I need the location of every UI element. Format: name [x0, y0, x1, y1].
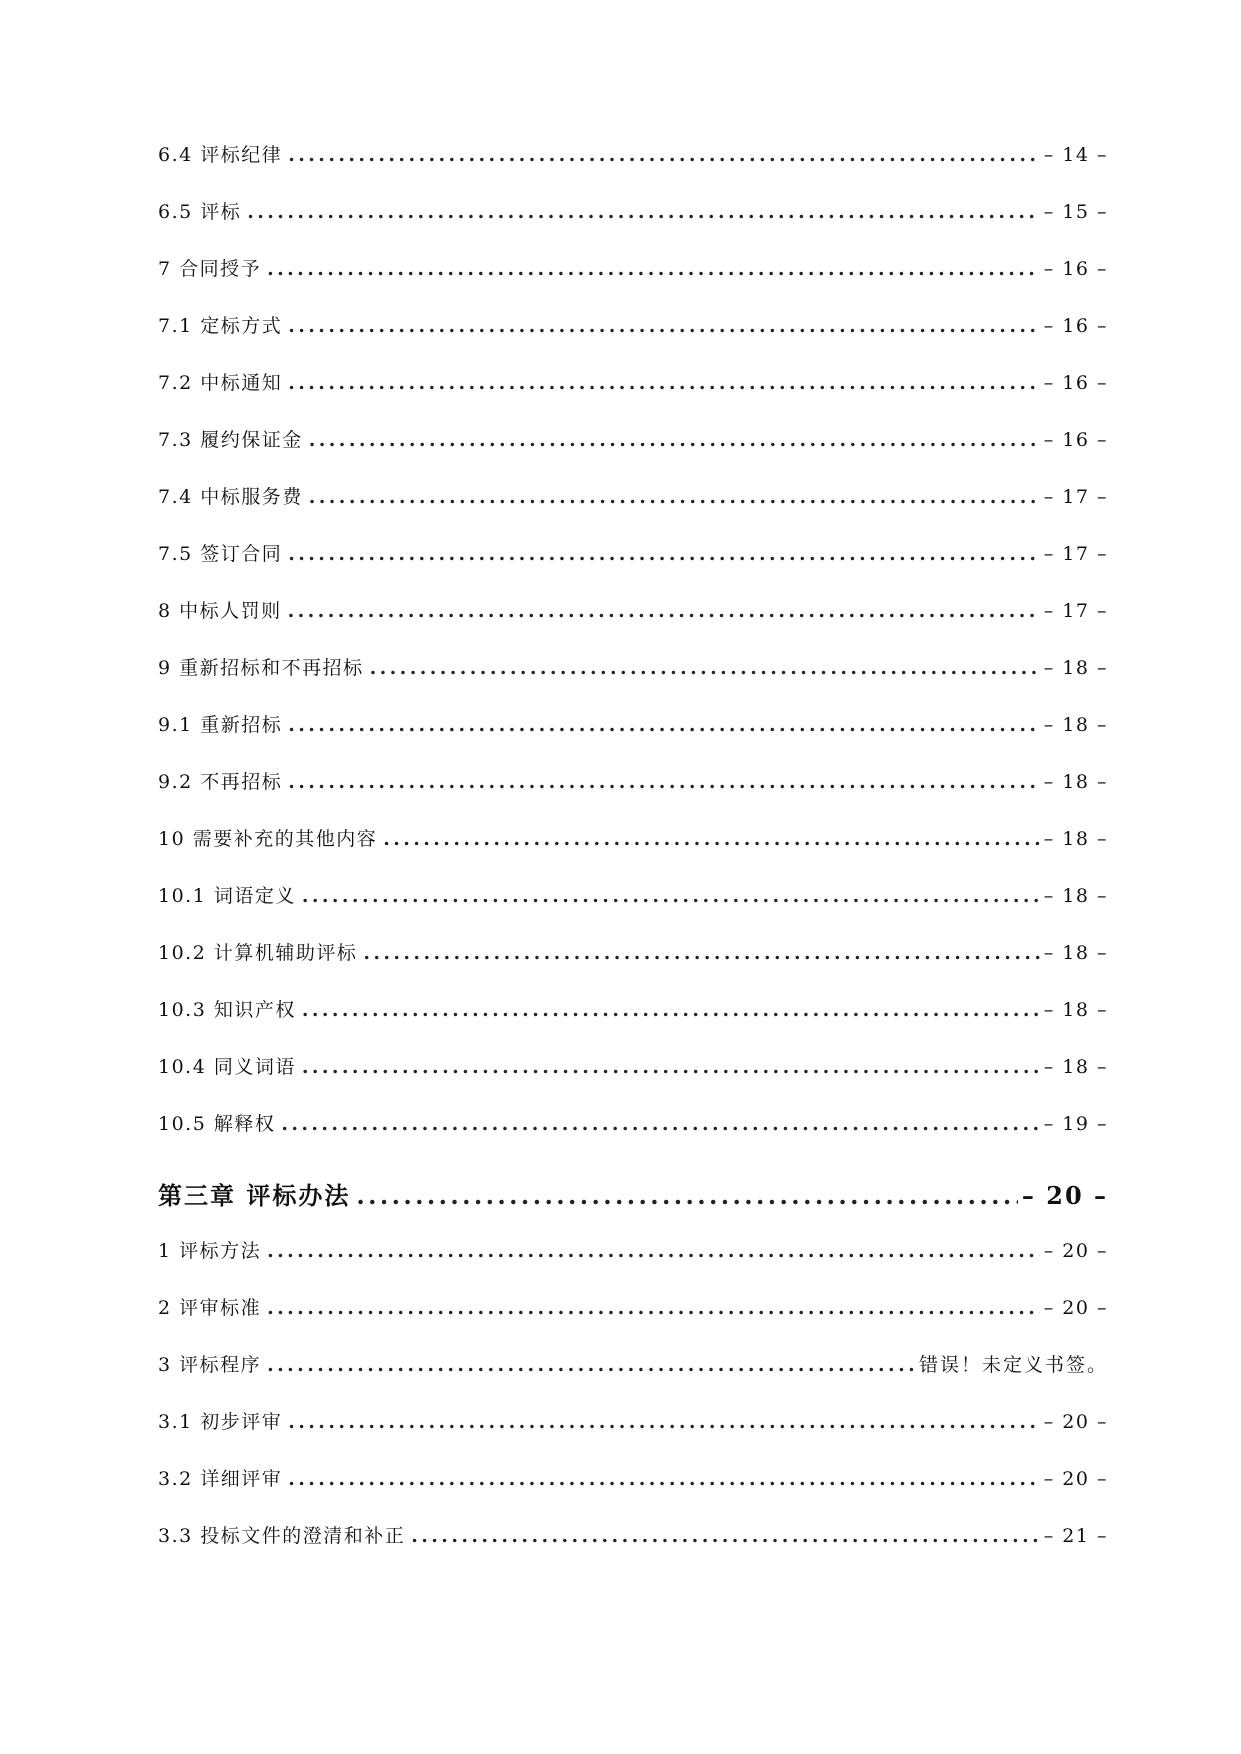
toc-entry-10[interactable]: [158, 824, 1108, 881]
toc-page-number: – 17 –: [1043, 486, 1108, 508]
toc-dot-leader: [302, 885, 1040, 907]
toc-entry-title: 7.3 履约保证金: [158, 429, 303, 451]
toc-page-number: – 16 –: [1043, 372, 1108, 394]
toc-dot-leader: [411, 1525, 1039, 1547]
toc-entry-title: 9.1 重新招标: [158, 714, 283, 736]
table-of-contents: [158, 140, 1108, 1578]
toc-entry-9-2[interactable]: [158, 767, 1108, 824]
toc-page-number: – 18 –: [1043, 999, 1108, 1021]
toc-dot-leader: [288, 714, 1039, 736]
toc-dot-leader: [288, 372, 1039, 394]
toc-page-number: – 19 –: [1043, 1113, 1108, 1135]
toc-page-number: – 18 –: [1043, 828, 1108, 850]
toc-bookmark-error: 错误！未定义书签。: [918, 1354, 1108, 1376]
toc-dot-leader: [247, 201, 1039, 223]
toc-entry-title: 3.3 投标文件的澄清和补正: [158, 1525, 406, 1547]
toc-dot-leader: [267, 258, 1040, 280]
toc-entry-title: 7 合同授予: [158, 258, 262, 280]
toc-entry-7-5[interactable]: [158, 539, 1108, 596]
toc-entry-3-2[interactable]: [158, 1464, 1108, 1521]
toc-entry-7-3[interactable]: [158, 425, 1108, 482]
toc-entry-title: 7.5 签订合同: [158, 543, 283, 565]
toc-entry-title: 10.2 计算机辅助评标: [158, 942, 358, 964]
toc-dot-leader: [309, 486, 1040, 508]
toc-entry-title: 9.2 不再招标: [158, 771, 283, 793]
toc-entry-title: 8 中标人罚则: [158, 600, 282, 622]
toc-page-number: – 16 –: [1043, 429, 1108, 451]
toc-entry-7-2[interactable]: [158, 368, 1108, 425]
toc-entry-10-2[interactable]: [158, 938, 1108, 995]
toc-page-number: – 18 –: [1043, 942, 1108, 964]
toc-entry-title: 10.3 知识产权: [158, 999, 296, 1021]
toc-entry-title: 6.5 评标: [158, 201, 242, 223]
toc-chapter-title: 第三章 评标办法: [158, 1181, 351, 1210]
toc-chapter-3[interactable]: [158, 1176, 1108, 1236]
toc-dot-leader: [288, 600, 1040, 622]
toc-entry-title: 10.4 同义词语: [158, 1056, 296, 1078]
toc-page-number: – 16 –: [1043, 315, 1108, 337]
toc-entry-3-3[interactable]: [158, 1521, 1108, 1578]
toc-entry-3-1[interactable]: [158, 1407, 1108, 1464]
toc-page-number: – 20 –: [1043, 1411, 1108, 1433]
toc-entry-7-1[interactable]: [158, 311, 1108, 368]
toc-page-number: – 20 –: [1043, 1297, 1108, 1319]
toc-entry-3[interactable]: [158, 1350, 1108, 1407]
toc-dot-leader: [267, 1297, 1040, 1319]
toc-dot-leader: [302, 1056, 1040, 1078]
toc-entry-title: 7.2 中标通知: [158, 372, 283, 394]
toc-page-number: – 18 –: [1043, 714, 1108, 736]
toc-entry-title: 6.4 评标纪律: [158, 144, 283, 166]
toc-entry-1[interactable]: [158, 1236, 1108, 1293]
toc-entry-title: 3.2 详细评审: [158, 1468, 283, 1490]
toc-dot-leader: [363, 942, 1039, 964]
toc-page-number: – 18 –: [1043, 771, 1108, 793]
toc-dot-leader: [267, 1240, 1040, 1262]
toc-entry-9[interactable]: [158, 653, 1108, 710]
toc-dot-leader: [281, 1113, 1039, 1135]
toc-dot-leader: [288, 1468, 1039, 1490]
toc-dot-leader: [267, 1354, 915, 1376]
toc-entry-6-4[interactable]: [158, 140, 1108, 197]
toc-page-number: – 18 –: [1043, 1056, 1108, 1078]
toc-page-number: – 15 –: [1043, 201, 1108, 223]
toc-page-number: – 18 –: [1043, 657, 1108, 679]
toc-entry-2[interactable]: [158, 1293, 1108, 1350]
toc-entry-7[interactable]: [158, 254, 1108, 311]
toc-entry-title: 7.4 中标服务费: [158, 486, 303, 508]
toc-entry-10-5[interactable]: [158, 1109, 1108, 1166]
toc-entry-10-4[interactable]: [158, 1052, 1108, 1109]
toc-dot-leader: [383, 828, 1040, 850]
toc-entry-title: 10 需要补充的其他内容: [158, 828, 378, 850]
toc-entry-9-1[interactable]: [158, 710, 1108, 767]
toc-entry-title: 9 重新招标和不再招标: [158, 657, 364, 679]
toc-entry-title: 10.1 词语定义: [158, 885, 296, 907]
toc-page-number: – 16 –: [1043, 258, 1108, 280]
toc-dot-leader: [288, 315, 1039, 337]
toc-entry-title: 3 评标程序: [158, 1354, 262, 1376]
toc-entry-7-4[interactable]: [158, 482, 1108, 539]
toc-entry-title: 10.5 解释权: [158, 1113, 276, 1135]
toc-dot-leader: [288, 144, 1039, 166]
toc-page-number: – 20 –: [1043, 1240, 1108, 1262]
toc-entry-6-5[interactable]: [158, 197, 1108, 254]
toc-dot-leader: [302, 999, 1040, 1021]
toc-page-number: – 17 –: [1043, 600, 1108, 622]
toc-entry-10-3[interactable]: [158, 995, 1108, 1052]
toc-entry-title: 1 评标方法: [158, 1240, 262, 1262]
toc-entry-10-1[interactable]: [158, 881, 1108, 938]
toc-dot-leader: [288, 543, 1039, 565]
toc-entry-8[interactable]: [158, 596, 1108, 653]
toc-dot-leader: [309, 429, 1040, 451]
toc-page-number: – 20 –: [1021, 1181, 1108, 1210]
toc-page-number: – 20 –: [1043, 1468, 1108, 1490]
toc-page-number: – 18 –: [1043, 885, 1108, 907]
toc-entry-title: 2 评审标准: [158, 1297, 262, 1319]
toc-dot-leader: [288, 1411, 1039, 1433]
toc-page-number: – 14 –: [1043, 144, 1108, 166]
toc-entry-title: 7.1 定标方式: [158, 315, 283, 337]
toc-page-number: – 21 –: [1043, 1525, 1108, 1547]
toc-entry-title: 3.1 初步评审: [158, 1411, 283, 1433]
toc-dot-leader: [356, 1181, 1018, 1210]
toc-dot-leader: [288, 771, 1039, 793]
toc-dot-leader: [370, 657, 1040, 679]
toc-page-number: – 17 –: [1043, 543, 1108, 565]
